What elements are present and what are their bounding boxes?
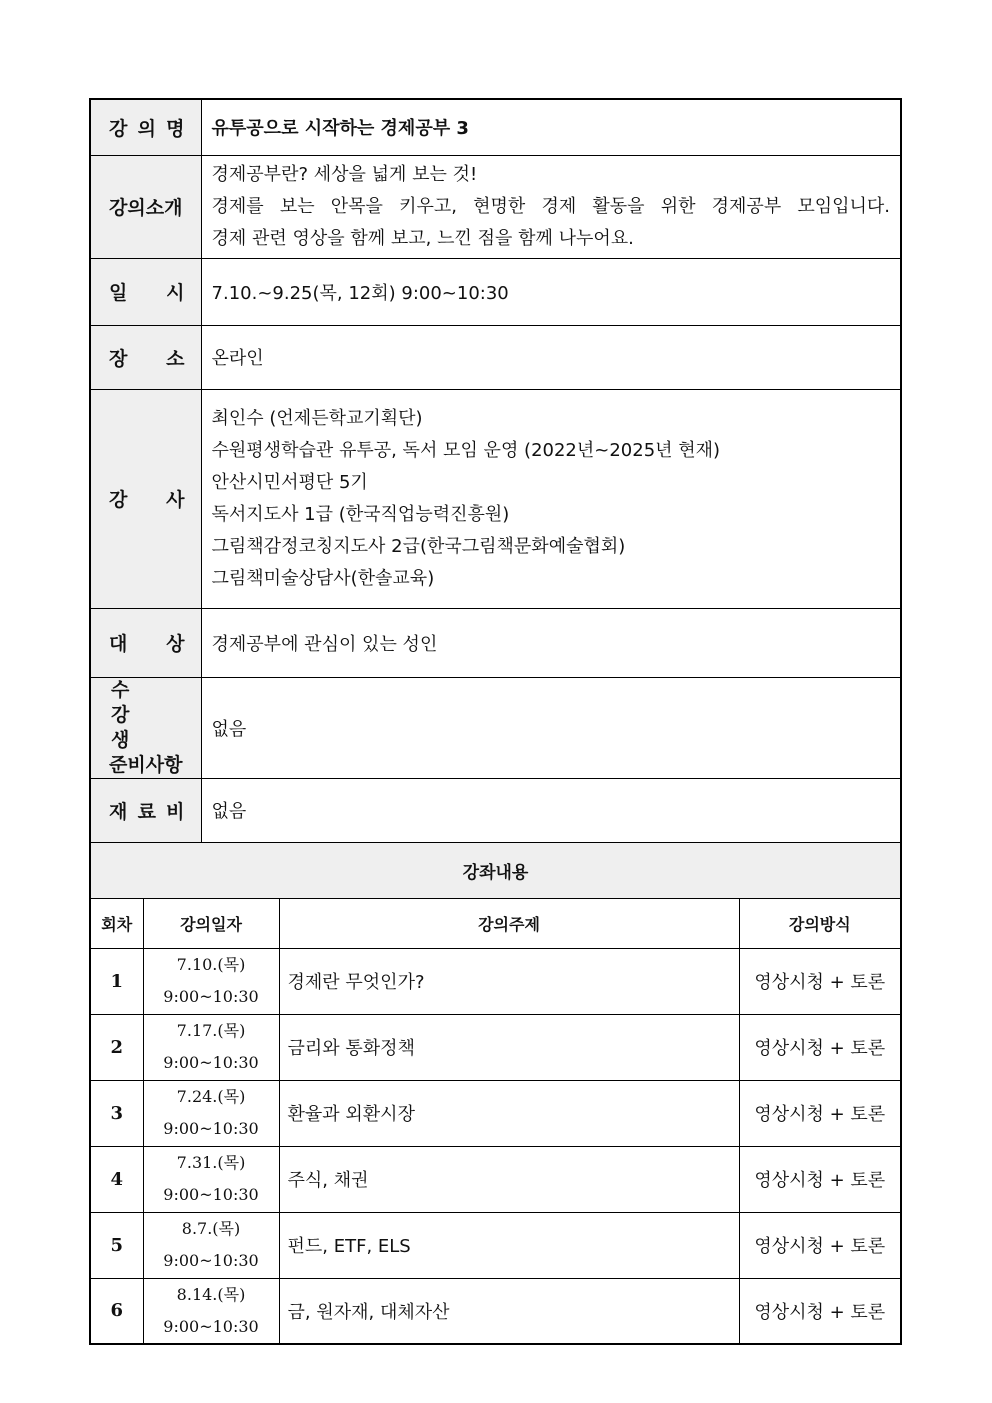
- session-date: 7.24.(목) 9:00~10:30: [143, 1080, 279, 1146]
- instructor-line: 최인수 (언제든학교기획단): [211, 407, 423, 429]
- session-date: 7.10.(목) 9:00~10:30: [143, 948, 279, 1014]
- prep-value: 없음: [201, 677, 901, 778]
- instructor-label: 강 사: [90, 389, 201, 608]
- intro-line: 경제 관련 영상을 함께 보고, 느낀 점을 함께 나누어요.: [211, 227, 634, 249]
- instructor-line: 그림책감정코칭지도사 2급(한국그림책문화예술협회): [211, 535, 626, 557]
- session-number: 5: [90, 1212, 143, 1278]
- prep-label: 수 강 생 준비사항: [90, 677, 201, 778]
- intro-label: 강의소개: [90, 155, 201, 258]
- session-topic: 금리와 통화정책: [279, 1014, 739, 1080]
- session-method: 영상시청 + 토론: [739, 948, 901, 1014]
- intro-line: 경제를 보는 안목을 키우고, 현명한 경제 활동을 위한 경제공부 모임입니다.: [211, 195, 891, 217]
- intro-text: [201, 155, 901, 258]
- instructor-profile: [201, 389, 901, 608]
- course-title-label: 강 의 명: [90, 99, 201, 155]
- session-number: 4: [90, 1146, 143, 1212]
- course-title: 유투공으로 시작하는 경제공부 3: [201, 99, 901, 155]
- col-header-date: 강의일자: [143, 898, 279, 948]
- instructor-line: 안산시민서평단 5기: [211, 471, 368, 493]
- instructor-line: 독서지도사 1급 (한국직업능력진흥원): [211, 503, 510, 525]
- table-row: [90, 1278, 901, 1344]
- session-topic: 주식, 채권: [279, 1146, 739, 1212]
- session-number: 1: [90, 948, 143, 1014]
- session-method: 영상시청 + 토론: [739, 1146, 901, 1212]
- table-row: [90, 1014, 901, 1080]
- instructor-line: 수원평생학습관 유투공, 독서 모임 운영 (2022년~2025년 현재): [211, 439, 721, 461]
- table-row: [90, 1212, 901, 1278]
- session-method: 영상시청 + 토론: [739, 1014, 901, 1080]
- intro-row: [90, 155, 901, 258]
- table-row: [90, 948, 901, 1014]
- target-label: 대 상: [90, 608, 201, 677]
- target-row: [90, 608, 901, 677]
- prep-row: [90, 677, 901, 778]
- course-info-table: [89, 98, 902, 1345]
- fee-row: [90, 778, 901, 842]
- session-method: 영상시청 + 토론: [739, 1080, 901, 1146]
- col-header-topic: 강의주제: [279, 898, 739, 948]
- session-date: 8.7.(목) 9:00~10:30: [143, 1212, 279, 1278]
- session-topic: 환율과 외환시장: [279, 1080, 739, 1146]
- session-topic: 금, 원자재, 대체자산: [279, 1278, 739, 1344]
- session-number: 2: [90, 1014, 143, 1080]
- session-number: 6: [90, 1278, 143, 1344]
- instructor-line: 그림책미술상담사(한솔교육): [211, 567, 435, 589]
- schedule-value: 7.10.~9.25(목, 12회) 9:00~10:30: [201, 258, 901, 325]
- course-info-document: [89, 98, 902, 1345]
- place-row: [90, 325, 901, 389]
- session-method: 영상시청 + 토론: [739, 1278, 901, 1344]
- session-number: 3: [90, 1080, 143, 1146]
- table-row: [90, 1080, 901, 1146]
- curriculum-header-row: [90, 898, 901, 948]
- col-header-method: 강의방식: [739, 898, 901, 948]
- col-header-session: 회차: [90, 898, 143, 948]
- session-topic: 경제란 무엇인가?: [279, 948, 739, 1014]
- fee-label: 재 료 비: [90, 778, 201, 842]
- place-label: 장 소: [90, 325, 201, 389]
- session-method: 영상시청 + 토론: [739, 1212, 901, 1278]
- schedule-label: 일 시: [90, 258, 201, 325]
- schedule-row: [90, 258, 901, 325]
- place-value: 온라인: [201, 325, 901, 389]
- session-date: 7.17.(목) 9:00~10:30: [143, 1014, 279, 1080]
- session-topic: 펀드, ETF, ELS: [279, 1212, 739, 1278]
- fee-value: 없음: [201, 778, 901, 842]
- curriculum-heading: 강좌내용: [90, 842, 901, 898]
- session-date: 8.14.(목) 9:00~10:30: [143, 1278, 279, 1344]
- session-date: 7.31.(목) 9:00~10:30: [143, 1146, 279, 1212]
- table-row: [90, 1146, 901, 1212]
- curriculum-heading-row: [90, 842, 901, 898]
- intro-line: 경제공부란? 세상을 넓게 보는 것!: [211, 163, 478, 185]
- course-title-row: [90, 99, 901, 155]
- instructor-row: [90, 389, 901, 608]
- target-value: 경제공부에 관심이 있는 성인: [201, 608, 901, 677]
